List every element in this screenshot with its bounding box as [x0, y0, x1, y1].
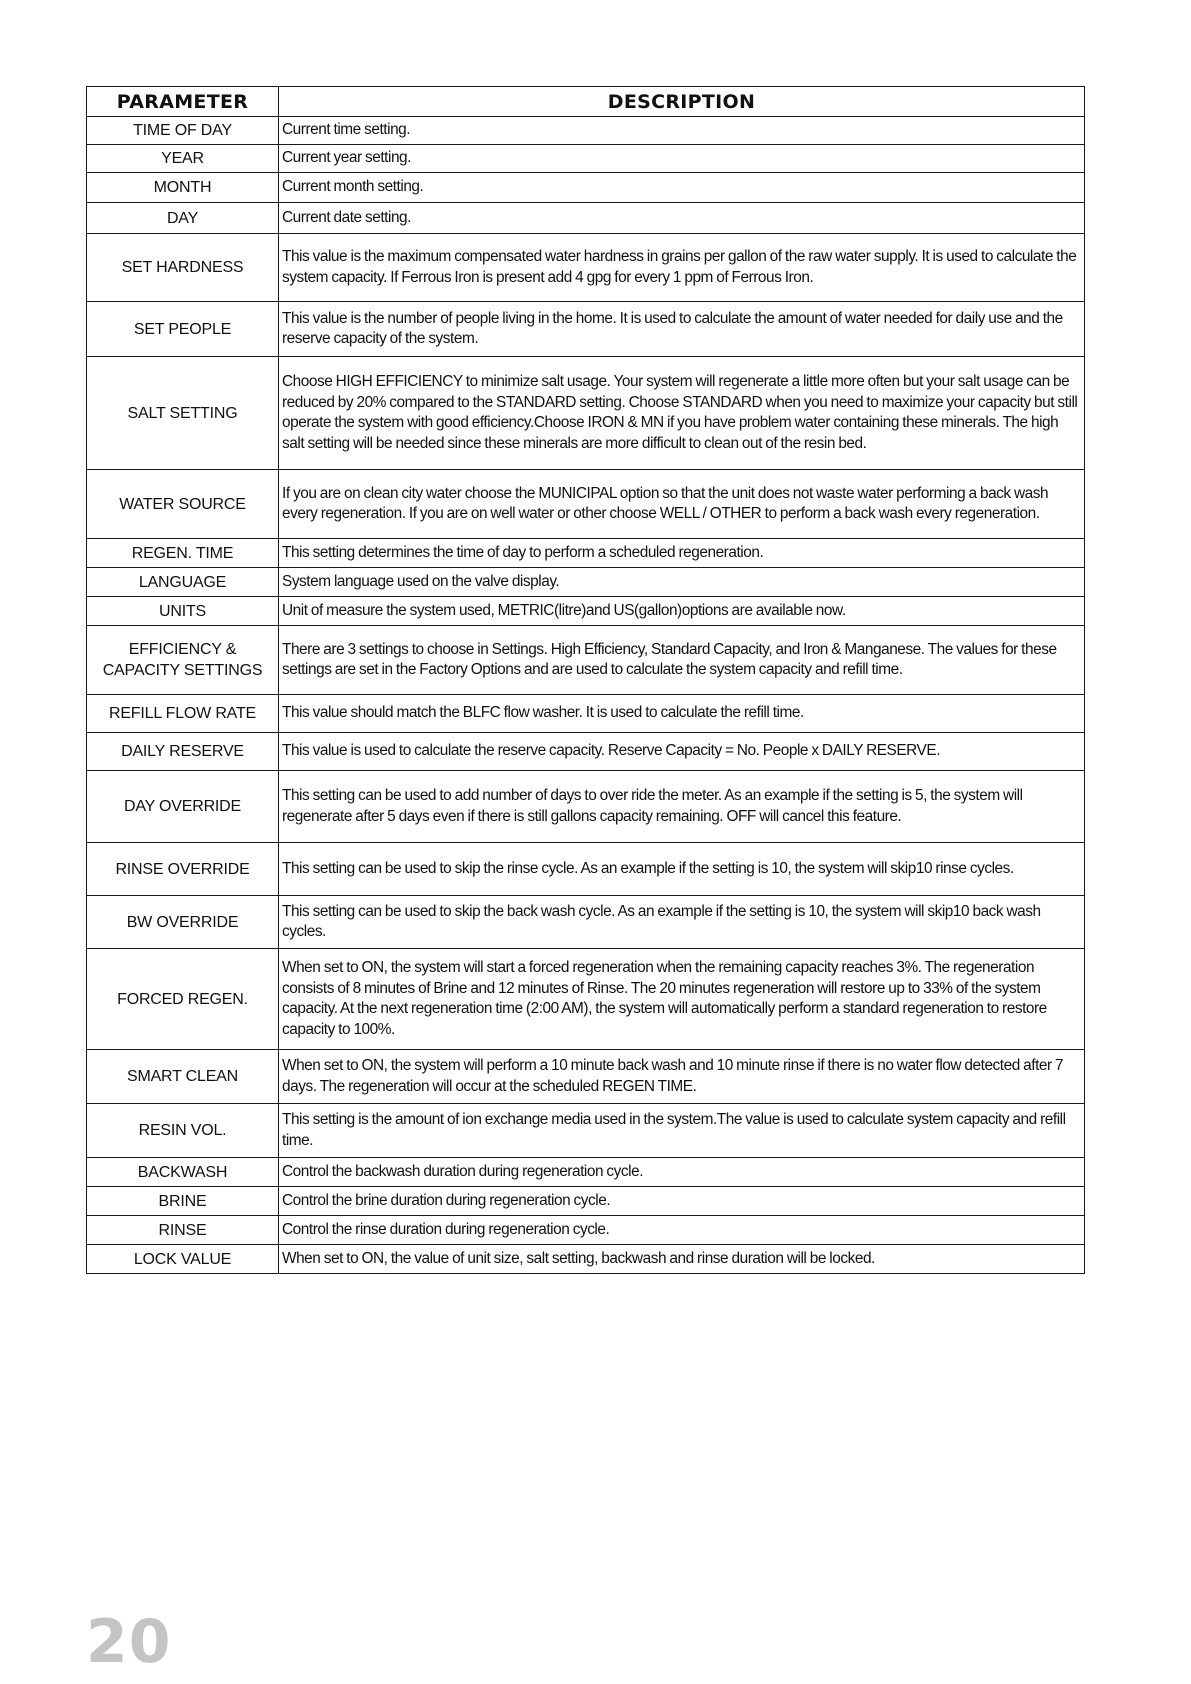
- parameter-description: When set to ON, the system will start a forced regeneration when the remaining capacity reaches 3%. The regeneration consists of 8 minutes of Brine and 12 minutes of Rinse. The 20 minutes regeneration will restore up to 33% of the system capacity. At the next regeneration time (2:00 AM), the system will automatically perform a standard regeneration to restore capacity to 100%.: [279, 949, 1085, 1050]
- table-row: [87, 843, 1085, 896]
- page-number: 20: [86, 1607, 172, 1677]
- table-row: [87, 173, 1085, 203]
- parameter-name: SMART CLEAN: [87, 1050, 279, 1104]
- parameter-name: TIME OF DAY: [87, 117, 279, 145]
- table-row: [87, 117, 1085, 145]
- parameter-name: YEAR: [87, 145, 279, 173]
- table-row: [87, 1187, 1085, 1216]
- parameter-table: [86, 86, 1085, 1274]
- parameter-name: DAILY RESERVE: [87, 733, 279, 771]
- table-row: [87, 1050, 1085, 1104]
- parameter-name: RINSE: [87, 1216, 279, 1245]
- parameter-description: Current month setting.: [279, 173, 1085, 203]
- parameter-name: LOCK VALUE: [87, 1245, 279, 1274]
- table-row: [87, 539, 1085, 568]
- parameter-description: This setting is the amount of ion exchange media used in the system.The value is used to calculate system capacity and refill time.: [279, 1104, 1085, 1158]
- parameter-description: This value is the number of people living in the home. It is used to calculate the amount of water needed for daily use and the reserve capacity of the system.: [279, 302, 1085, 357]
- parameter-name: MONTH: [87, 173, 279, 203]
- parameter-description: If you are on clean city water choose the MUNICIPAL option so that the unit does not waste water performing a back wash every regeneration. If you are on well water or other choose WELL / OTHER to perform a back wash every regeneration.: [279, 470, 1085, 539]
- table-row: [87, 568, 1085, 597]
- table-row: [87, 145, 1085, 173]
- table-row: [87, 203, 1085, 234]
- parameter-description: Control the backwash duration during regeneration cycle.: [279, 1158, 1085, 1187]
- parameter-description: System language used on the valve display.: [279, 568, 1085, 597]
- parameter-description: This value is the maximum compensated water hardness in grains per gallon of the raw water supply. It is used to calculate the system capacity. If Ferrous Iron is present add 4 gpg for every 1 ppm of Ferrous Iron.: [279, 234, 1085, 302]
- table-row: [87, 771, 1085, 843]
- table-row: [87, 234, 1085, 302]
- table-row: [87, 695, 1085, 733]
- parameter-description: This setting can be used to add number of days to over ride the meter. As an example if the setting is 5, the system will regenerate after 5 days even if there is still gallons capacity remaining. OFF will cancel this feature.: [279, 771, 1085, 843]
- table-row: [87, 1158, 1085, 1187]
- parameter-description: Unit of measure the system used, METRIC(litre)and US(gallon)options are available now.: [279, 597, 1085, 626]
- parameter-name: RINSE OVERRIDE: [87, 843, 279, 896]
- parameter-description: Choose HIGH EFFICIENCY to minimize salt usage. Your system will regenerate a little more often but your salt usage can be reduced by 20% compared to the STANDARD setting. Choose STANDARD when you need to maximize your capacity but still operate the system with good efficiency.Choose IRON & MN if you have problem water containing these minerals. The high salt setting will be needed since these minerals are more difficult to clean out of the resin bed.: [279, 357, 1085, 470]
- parameter-name: SET PEOPLE: [87, 302, 279, 357]
- table-row: [87, 357, 1085, 470]
- parameter-name: SET HARDNESS: [87, 234, 279, 302]
- description-column-header: DESCRIPTION: [279, 87, 1085, 117]
- parameter-description: Current time setting.: [279, 117, 1085, 145]
- parameter-name: SALT SETTING: [87, 357, 279, 470]
- table-row: [87, 733, 1085, 771]
- parameter-name: BACKWASH: [87, 1158, 279, 1187]
- parameter-description: When set to ON, the value of unit size, salt setting, backwash and rinse duration will be locked.: [279, 1245, 1085, 1274]
- table-header-row: [87, 87, 1085, 117]
- parameter-name: REFILL FLOW RATE: [87, 695, 279, 733]
- parameter-description: Current date setting.: [279, 203, 1085, 234]
- parameter-description: Current year setting.: [279, 145, 1085, 173]
- table-row: [87, 597, 1085, 626]
- parameter-name: BW OVERRIDE: [87, 896, 279, 949]
- parameter-description: Control the brine duration during regeneration cycle.: [279, 1187, 1085, 1216]
- parameter-name: RESIN VOL.: [87, 1104, 279, 1158]
- parameter-name: DAY: [87, 203, 279, 234]
- parameter-name: UNITS: [87, 597, 279, 626]
- parameter-description: This value should match the BLFC flow washer. It is used to calculate the refill time.: [279, 695, 1085, 733]
- parameter-name: REGEN. TIME: [87, 539, 279, 568]
- parameter-description: This setting determines the time of day to perform a scheduled regeneration.: [279, 539, 1085, 568]
- parameter-name: BRINE: [87, 1187, 279, 1216]
- parameter-name: DAY OVERRIDE: [87, 771, 279, 843]
- table-row: [87, 896, 1085, 949]
- parameter-name: EFFICIENCY & CAPACITY SETTINGS: [87, 626, 279, 695]
- table-row: [87, 302, 1085, 357]
- parameter-description: This setting can be used to skip the rinse cycle. As an example if the setting is 10, the system will skip10 rinse cycles.: [279, 843, 1085, 896]
- parameter-name: WATER SOURCE: [87, 470, 279, 539]
- parameter-description: This setting can be used to skip the back wash cycle. As an example if the setting is 10, the system will skip10 back wash cycles.: [279, 896, 1085, 949]
- table-row: [87, 1104, 1085, 1158]
- parameter-name: LANGUAGE: [87, 568, 279, 597]
- table-row: [87, 470, 1085, 539]
- parameter-column-header: PARAMETER: [87, 87, 279, 117]
- parameter-description: There are 3 settings to choose in Settings. High Efficiency, Standard Capacity, and Iron & Manganese. The values for these settings are set in the Factory Options and are used to calculate the system capacity and refill time.: [279, 626, 1085, 695]
- table-row: [87, 949, 1085, 1050]
- parameter-name: FORCED REGEN.: [87, 949, 279, 1050]
- table-row: [87, 1245, 1085, 1274]
- parameter-description: Control the rinse duration during regeneration cycle.: [279, 1216, 1085, 1245]
- parameter-description: When set to ON, the system will perform a 10 minute back wash and 10 minute rinse if there is no water flow detected after 7 days. The regeneration will occur at the scheduled REGEN TIME.: [279, 1050, 1085, 1104]
- parameter-description: This value is used to calculate the reserve capacity. Reserve Capacity = No. People x DAILY RESERVE.: [279, 733, 1085, 771]
- table-row: [87, 626, 1085, 695]
- table-row: [87, 1216, 1085, 1245]
